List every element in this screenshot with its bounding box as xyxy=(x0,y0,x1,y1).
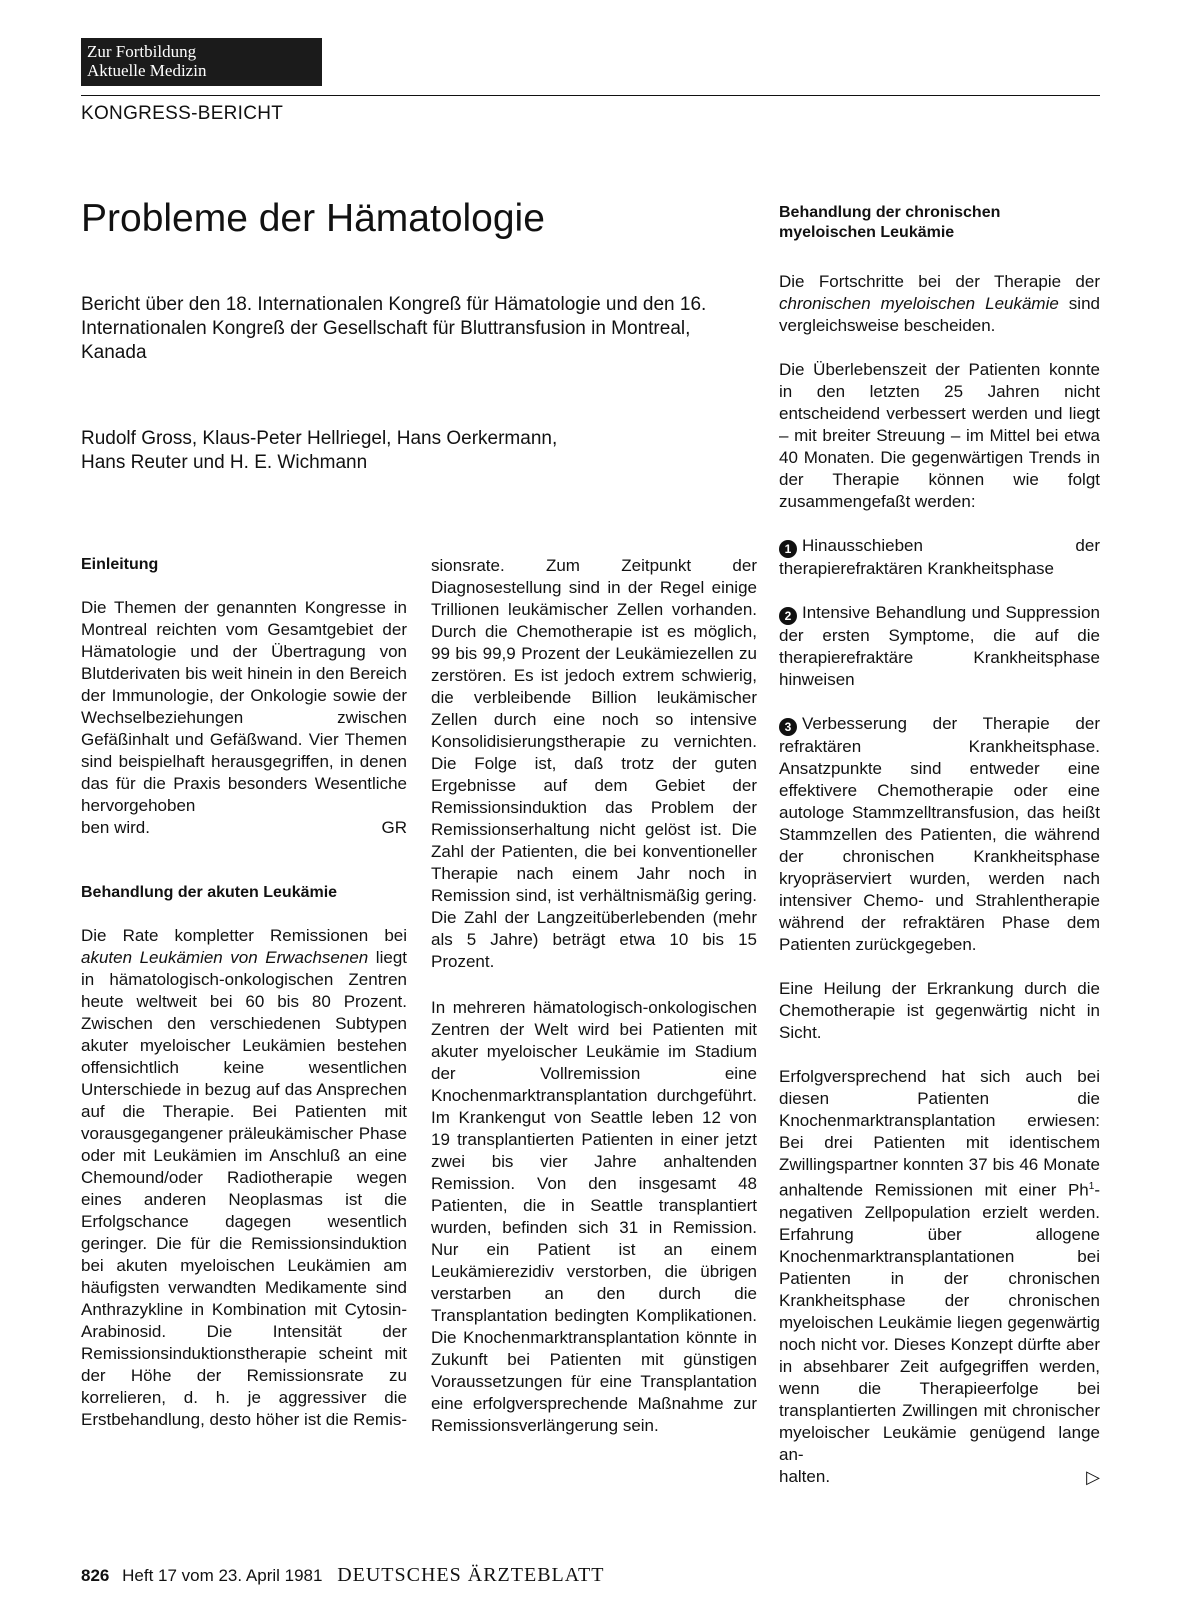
heading-acute-leukemia: Behandlung der akuten Leukämie xyxy=(81,884,338,901)
section-banner xyxy=(81,38,322,86)
chronic-text-b: sind vergleichsweise bescheiden. xyxy=(779,294,1100,335)
superscript-1: 1 xyxy=(1088,1181,1095,1192)
list-item-1 xyxy=(779,535,1100,580)
magazine-name: DEUTSCHES ÄRZTEBLATT xyxy=(337,1564,605,1586)
column-2 xyxy=(431,555,757,1459)
editor-signature: GR xyxy=(381,818,407,837)
authors xyxy=(81,427,761,475)
column-3 xyxy=(779,203,1100,1488)
list-item-3 xyxy=(779,713,1100,956)
header-rule xyxy=(81,95,1100,96)
number-1-icon: 1 xyxy=(779,540,797,558)
paragraph-chronic-intro xyxy=(779,271,1100,337)
chronic-text-a: Die Fortschritte bei der Therapie der xyxy=(779,272,1100,291)
section-label: KONGRESS-BERICHT xyxy=(81,103,284,124)
paragraph-survival: Die Überlebenszeit der Patienten konnte in den letzten 25 Jahren nicht entscheidend verbessert werden und liegt – mit breiter Streuung – im Mittel bei etwa 40 Monaten. Die gegenwärtigen Trends in der Therapie können wie folgt zusammengefaßt werden: xyxy=(779,360,1100,511)
paragraph-transplant: In mehreren hämatologisch-onkologischen Zentren der Welt wird bei Patienten mit akuter myeloischer Leukämie im Stadium der Vollremission eine Knochenmarktransplantation durchgeführt. Im Krankengut von Seattle leben 12 von 19 transplantierten Patienten in einer jetzt zwei bis vier Jahre anhaltenden Remission. Von den insgesamt 48 Patienten, die in Seattle transplantiert wurden, befinden sich 31 in Remission. Nur ein Patient ist an einem Leukämierezidiv verstorben, die übrigen verstarben an den durch die Transplantation bedingten Komplikationen. Die Knochenmarktransplantation könnte in Zukunft bei Patienten mit günstigen Voraussetzungen für eine Transplantation eine erfolgversprechende Maßnahme zur Remissionsverlängerung sein. xyxy=(431,998,757,1435)
paragraph-intro xyxy=(81,597,407,817)
closing-line xyxy=(779,1466,1100,1488)
article-title: Probleme der Hämatologie xyxy=(81,197,545,240)
paragraph-remission: sionsrate. Zum Zeitpunkt der Diagnosestellung sind in der Regel einige Trillionen leukämischer Zellen vorhanden. Durch die Chemotherapie ist es möglich, 99 bis 99,9 Prozent der Leukämiezellen zu zerstören. Es ist jedoch extrem schwierig, die verbleibende Billion leukämischer Zellen durch eine noch so intensive Konsolidisierungstherapie zu vernichten. Die Folge ist, daß trotz der guten Ergebnisse auf dem Gebiet der Remissionsinduktion das Problem der Remissionserhaltung nicht gelöst ist. Die Zahl der Patienten, die bei konventioneller Therapie nach einem Jahr noch in Remission sind, ist verhältnismäßig gering. Die Zahl der Langzeitüberlebenden (mehr als 5 Jahre) beträgt etwa 10 bis 15 Prozent. xyxy=(431,556,757,971)
number-3-icon: 3 xyxy=(779,718,797,736)
intro-sign-line xyxy=(81,817,407,839)
intro-text-end: ben wird. xyxy=(81,818,150,837)
paragraph-transplant-chronic xyxy=(779,1066,1100,1466)
authors-line-2: Hans Reuter und H. E. Wichmann xyxy=(81,452,368,473)
banner-line-2: Aktuelle Medizin xyxy=(87,61,207,80)
list-item-1-text: Hinausschieben der therapierefraktären Krankheitsphase xyxy=(779,536,1100,578)
acute-text-emphasis: akuten Leukämien von Erwachsenen xyxy=(81,948,369,967)
heading-einleitung: Einleitung xyxy=(81,556,159,573)
paragraph-cure: Eine Heilung der Erkrankung durch die Chemotherapie ist gegenwärtig nicht in Sicht. xyxy=(779,979,1100,1042)
acute-text-b: liegt in hämatologisch-onkologischen Zentren heute weltweit bei 60 bis 80 Prozent. Zwischen den verschiedenen Subtypen akuter myeloischer Leukämien bestehen offensichtlich keine wesentlichen Unterschiede in bezug auf das Ansprechen auf die Therapie. Bei Patienten mit vorausgegangener präleukämischer Phase oder mit Leukämien im Anschluß an eine Chemound/oder Radiotherapie wegen eines anderen Neoplasmas ist die Erfolgschance dagegen wesentlich geringer. Die für die Remissionsinduktion bei akuten myeloischen Leukämien am häufigsten verwandten Medikamente sind Anthrazykline in Kombination mit Cytosin-Arabinosid. Die Intensität der Remissionsinduktionstherapie scheint mit der Höhe der Remissionsrate zu korrelieren, d. h. je aggressiver die Erstbehandlung, desto höher ist die Remis- xyxy=(81,948,408,1429)
heading-chronic-leukemia: Behandlung der chronischen myeloischen Leukämie xyxy=(779,204,1001,241)
intro-text: Die Themen der genannten Kongresse in Montreal reichten vom Gesamtgebiet der Hämatologie und der Übertragung von Blutderivaten bis weit hinein in den Bereich der Immunologie, der Onkologie sowie der Wechselbeziehungen zwischen Gefäßinhalt und Gefäßwand. Vier Themen sind beispielhaft herausgegriffen, in denen das für die Praxis besonders Wesentliche hervorgehoben xyxy=(81,598,407,815)
continue-arrow-icon: ▷ xyxy=(1086,1466,1100,1487)
transplant-text-end: halten. xyxy=(779,1466,831,1486)
number-2-icon: 2 xyxy=(779,607,797,625)
page-number: 826 xyxy=(81,1566,110,1585)
banner-line-1: Zur Fortbildung xyxy=(87,42,197,61)
issue-info: Heft 17 vom 23. April 1981 xyxy=(122,1566,323,1585)
transplant-text-a: Erfolgversprechend hat sich auch bei diesen Patienten die Knochenmarktransplantation erwiesen: Bei drei Patienten mit identischem Zwillingspartner konnten 37 bis 46 Monate anhaltende Remissionen mit einer Ph xyxy=(779,1067,1100,1200)
acute-text-a: Die Rate kompletter Remissionen bei xyxy=(81,926,407,945)
column-1 xyxy=(81,555,407,1453)
chronic-text-emphasis: chronischen myeloischen Leukämie xyxy=(779,294,1059,313)
list-item-2-text: Intensive Behandlung und Suppression der ersten Symptome, die auf die therapierefraktäre Krankheitsphase hinweisen xyxy=(779,603,1100,689)
transplant-text-b: -negativen Zellpopulation erzielt werden. Erfahrung über allogene Knochenmarktransplantationen bei Patienten in der chronischen Krankheitsphase der chronischen myeloischen Leukämie liegen gegenwärtig noch nicht vor. Dieses Konzept dürfte aber in absehbarer Zeit aufgegriffen werden, wenn die Therapieerfolge bei transplantierten Zwillingen mit chronischer myeloischer Leukämie genügend lange an- xyxy=(779,1180,1100,1464)
article-subtitle: Bericht über den 18. Internationalen Kongreß für Hämatologie und den 16. Internationalen Kongreß der Gesellschaft für Bluttransfusion in Montreal, Kanada xyxy=(81,294,707,363)
paragraph-acute xyxy=(81,925,407,1431)
authors-line-1: Rudolf Gross, Klaus-Peter Hellriegel, Hans Oerkermann, xyxy=(81,428,558,449)
page-footer xyxy=(81,1564,604,1587)
list-item-2 xyxy=(779,602,1100,691)
list-item-3-text: Verbesserung der Therapie der refraktären Krankheitsphase. Ansatzpunkte sind entweder eine effektivere Chemotherapie oder eine autologe Stammzelltransfusion, das heißt Stammzellen des Patienten, die während der chronischen Krankheitsphase kryopräserviert wurden, werden nach intensiver Chemo- und Strahlentherapie während der refraktären Phase dem Patienten zurückgegeben. xyxy=(779,714,1100,954)
